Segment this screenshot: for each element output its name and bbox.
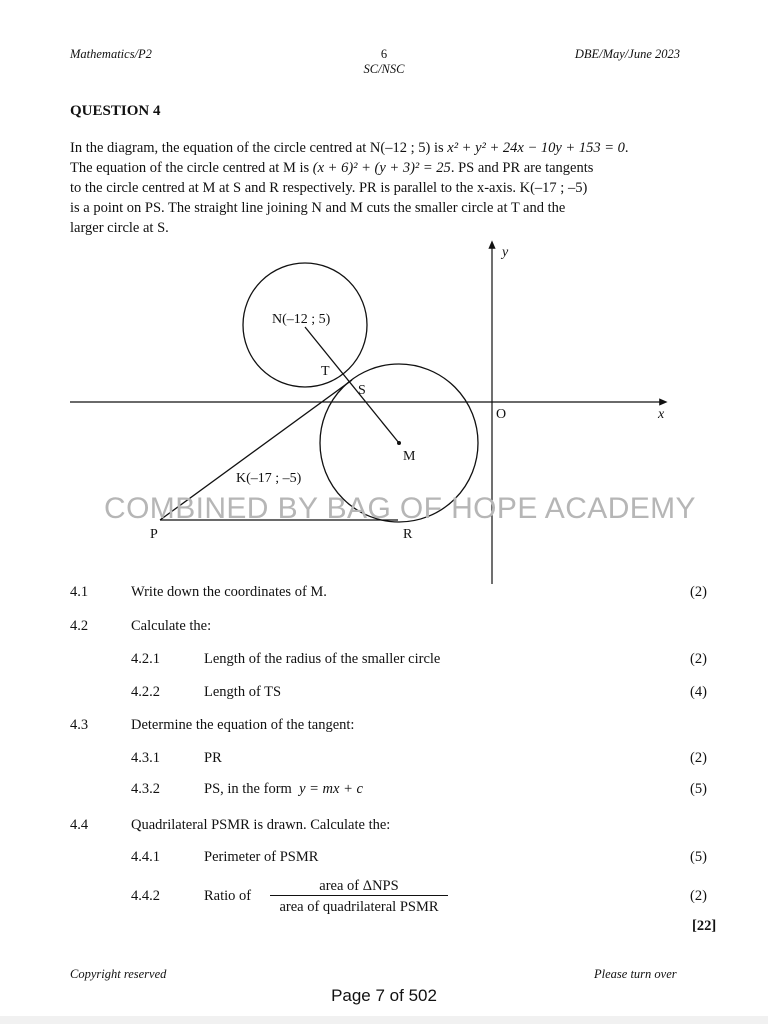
intro-line-2-text: The equation of the circle centred at M is <box>70 160 310 176</box>
item-text: Quadrilateral PSMR is drawn. Calculate the: <box>131 817 391 833</box>
item-number: 4.2.1 <box>131 651 160 667</box>
item-number: 4.2 <box>70 618 89 634</box>
fraction-bar <box>270 895 448 896</box>
label-k: K(–17 ; –5) <box>236 471 302 486</box>
label-r: R <box>403 527 413 542</box>
footer-copyright: Copyright reserved <box>70 967 167 981</box>
intro-line-1-text: In the diagram, the equation of the circle centred at N(–12 ; 5) is <box>70 140 444 156</box>
item-text: Ratio of <box>204 888 252 904</box>
header-subject: Mathematics/P2 <box>70 47 152 61</box>
item-number: 4.4 <box>70 817 89 833</box>
watermark: COMBINED BY BAG OF HOPE ACADEMY <box>104 492 696 525</box>
viewer-bottom-bar <box>0 1016 768 1024</box>
item-number: 4.3.1 <box>131 750 160 766</box>
header-code: SC/NSC <box>363 62 405 76</box>
question-title: QUESTION 4 <box>70 103 161 119</box>
item-number: 4.3.2 <box>131 781 160 797</box>
item-marks: (2) <box>690 750 707 766</box>
item-number: 4.4.1 <box>131 849 160 865</box>
item-marks: (2) <box>690 584 707 600</box>
intro-line-5: larger circle at S. <box>70 220 169 236</box>
question-intro <box>70 138 666 238</box>
intro-line-3: to the circle centred at M at S and R respectively. PR is parallel to the x-axis. K(–17 ; –5) <box>70 180 588 196</box>
header-page-number: 6 <box>380 47 388 61</box>
label-p: P <box>150 527 158 542</box>
ratio-numerator: area of ΔNPS <box>319 878 399 894</box>
big-circle-equation: x² + y² + 24x − 10y + 153 = 0 <box>447 140 625 156</box>
intro-line-4: is a point on PS. The straight line joining N and M cuts the smaller circle at T and the <box>70 200 566 216</box>
item-number: 4.1 <box>70 584 89 600</box>
page-counter: Page 7 of 502 <box>331 986 437 1005</box>
circle-m-equation: (x + 6)² + (y + 3)² = 25 <box>312 160 451 176</box>
label-m: M <box>403 449 416 464</box>
footer-turn-over: Please turn over <box>594 967 677 981</box>
intro-line-2 <box>70 158 666 178</box>
question-total-marks: [22] <box>692 918 717 934</box>
label-n: N(–12 ; 5) <box>272 312 331 327</box>
item-text: Length of the radius of the smaller circle <box>204 651 441 667</box>
item-marks: (5) <box>690 849 707 865</box>
item-text: Calculate the: <box>131 618 212 634</box>
label-origin: O <box>496 407 507 422</box>
item-text: Determine the equation of the tangent: <box>131 717 355 733</box>
header-exam: DBE/May/June 2023 <box>574 47 680 61</box>
item-marks: (2) <box>690 888 707 904</box>
item-number: 4.2.2 <box>131 684 160 700</box>
label-t: T <box>321 364 330 379</box>
item-number: 4.4.2 <box>131 888 160 904</box>
item-text <box>204 781 363 798</box>
item-text: Write down the coordinates of M. <box>131 584 327 600</box>
item-text: Length of TS <box>204 684 282 700</box>
linear-form-equation: y = mx + c <box>299 781 363 797</box>
label-s: S <box>358 383 366 398</box>
item-marks: (5) <box>690 781 707 797</box>
item-text-main: PS, in the form <box>204 781 292 797</box>
intro-line-2-end: . PS and PR are tangents <box>450 160 594 176</box>
item-number: 4.3 <box>70 717 89 733</box>
item-marks: (2) <box>690 651 707 667</box>
point-m <box>397 441 401 445</box>
item-text: Perimeter of PSMR <box>204 849 319 865</box>
label-x: x <box>658 407 665 422</box>
item-marks: (4) <box>690 684 707 700</box>
ratio-denominator: area of quadrilateral PSMR <box>279 899 439 915</box>
circles-diagram <box>60 238 680 588</box>
label-y: y <box>502 245 509 260</box>
item-text: PR <box>204 750 222 766</box>
intro-line-1: In the diagram, the equation of the circle centred at N(–12 ; 5) is x² + y² + 24x − 10y + 153 = 0. <box>70 140 629 156</box>
